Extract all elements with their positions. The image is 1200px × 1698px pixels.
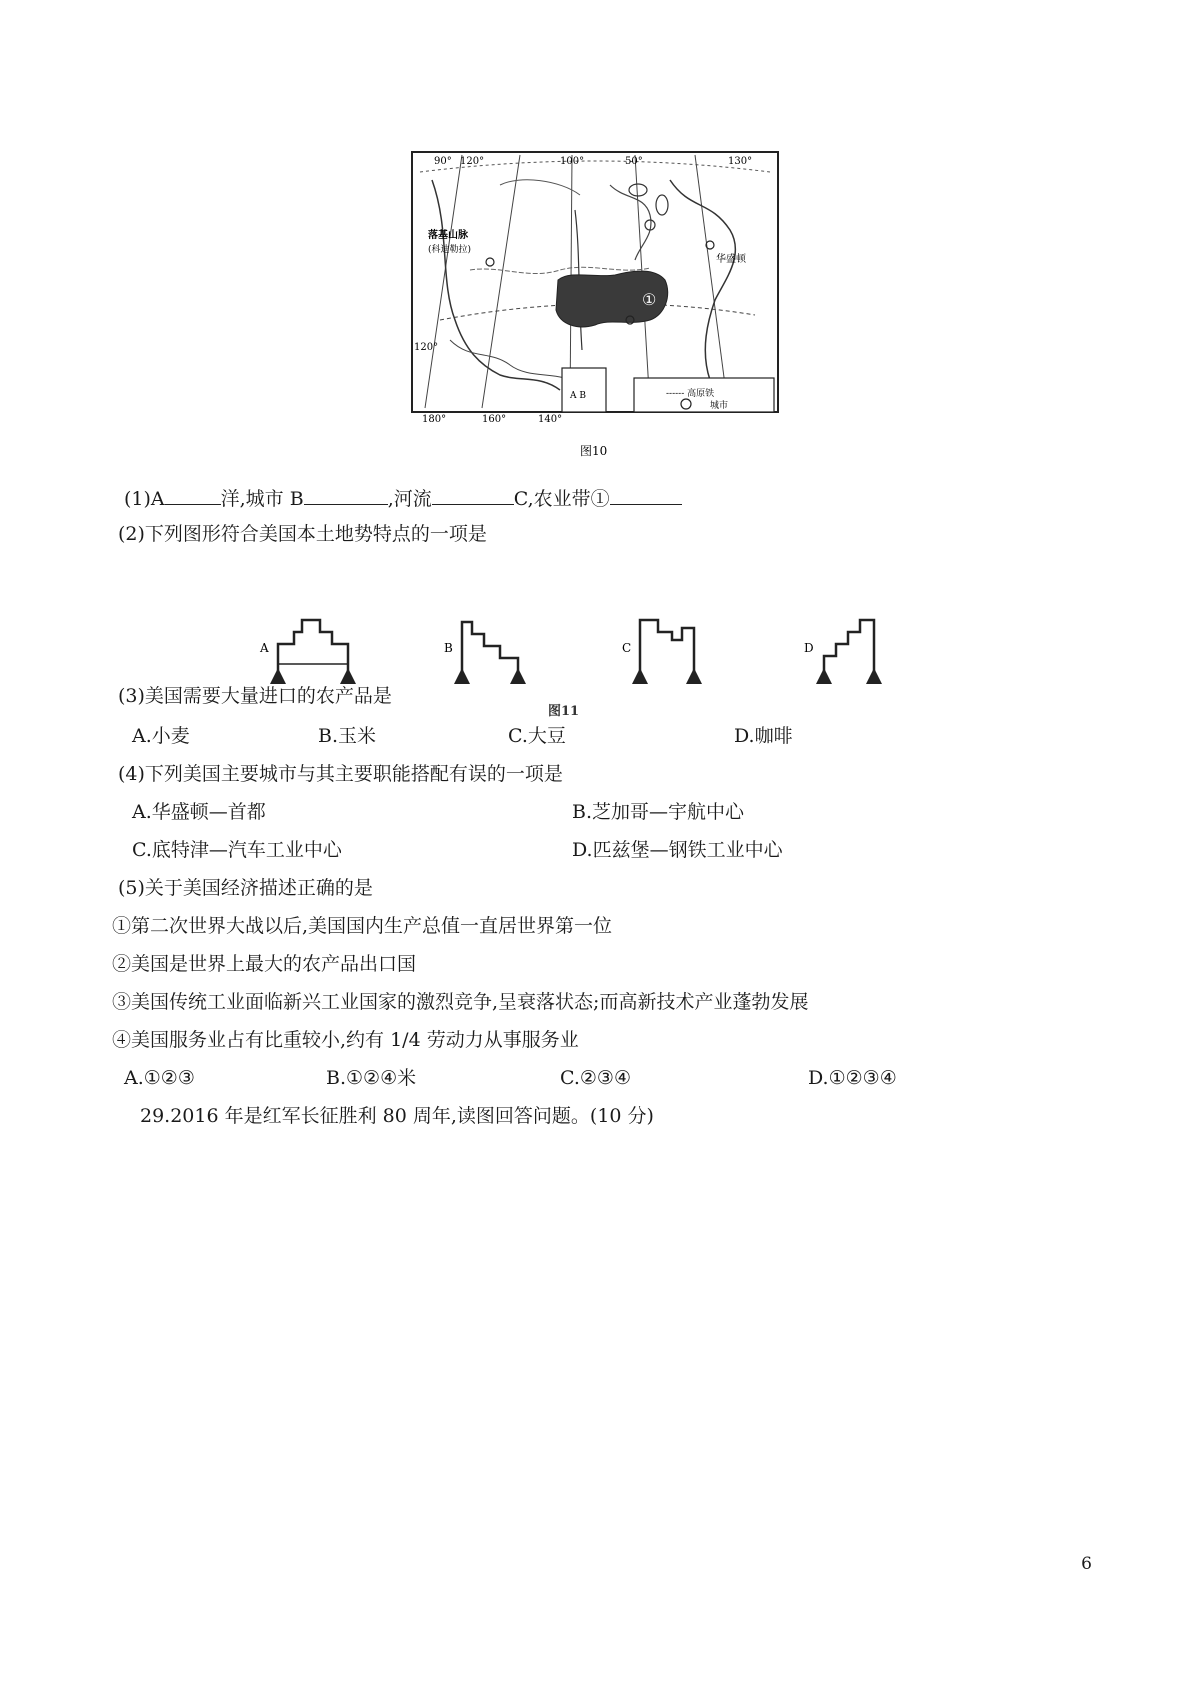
q4-option-b[interactable]: B.芝加哥—宇航中心: [572, 801, 745, 823]
map-lon-label: 120°: [460, 156, 485, 167]
q5-option-d[interactable]: D.①②③④: [808, 1067, 897, 1089]
figure11-caption: 图11: [548, 704, 580, 719]
q5-statement: ④美国服务业占有比重较小,约有 1/4 劳动力从事服务业: [112, 1029, 579, 1051]
q3-option-d[interactable]: D.咖啡: [734, 725, 793, 747]
terrain-option-d: [802, 612, 932, 696]
q1-blank-c[interactable]: [432, 486, 514, 505]
map-lat-label: 120°: [414, 342, 439, 353]
q4-option-c[interactable]: C.底特津—汽车工业中心: [132, 839, 342, 861]
q1-text-3: C,农业带①: [513, 488, 610, 510]
q1-blank-a[interactable]: [165, 486, 221, 505]
q1-blank-d[interactable]: [610, 486, 682, 505]
terrain-option-label: A: [260, 641, 269, 655]
q1-prefix: (1)A: [124, 488, 165, 510]
q5-statement: ③美国传统工业面临新兴工业国家的激烈竞争,呈衰落状态;而高新技术产业蓬勃发展: [112, 991, 809, 1013]
q5-statement: ②美国是世界上最大的农产品出口国: [112, 953, 417, 975]
q29-question: 29.2016 年是红军长征胜利 80 周年,读图回答问题。(10 分): [140, 1105, 654, 1127]
q3-option-a[interactable]: A.小麦: [132, 725, 190, 747]
map-city-label: 华盛顿: [716, 254, 746, 265]
q5-option-b[interactable]: B.①②④米: [326, 1067, 417, 1089]
map-lon-label: 50°: [625, 156, 643, 167]
map-lon-label: 180°: [422, 414, 447, 425]
map-lon-label: 90°: [434, 156, 452, 167]
q2-question: (2)下列图形符合美国本土地势特点的一项是: [118, 523, 487, 545]
map-lon-label: 160°: [482, 414, 507, 425]
usa-map-figure: [410, 150, 780, 462]
map-lon-label: 130°: [728, 156, 753, 167]
terrain-option-label: C: [622, 641, 632, 655]
map-mountain-label: 落基山脉: [428, 230, 468, 241]
terrain-option-label: B: [444, 641, 453, 655]
map-legend-text: ------ 高原铁: [666, 389, 715, 399]
figure10-caption: 图10: [580, 444, 608, 458]
terrain-option-label: D: [804, 641, 814, 655]
q1-text-1: 洋,城市 B: [220, 488, 304, 510]
map-legend-text: 城市: [710, 401, 729, 411]
q1-blank-b[interactable]: [304, 486, 388, 505]
q1-line: [124, 486, 682, 511]
map-lon-label: 140°: [538, 414, 563, 425]
map-mountain-sublabel: (科迪勒拉): [428, 245, 472, 255]
q4-question: (4)下列美国主要城市与其主要职能搭配有误的一项是: [118, 763, 563, 785]
q5-statement: ①第二次世界大战以后,美国国内生产总值一直居世界第一位: [112, 915, 613, 937]
q1-text-2: ,河流: [387, 488, 432, 510]
q5-option-a[interactable]: A.①②③: [124, 1067, 195, 1089]
page-number: 6: [1081, 1554, 1092, 1574]
q3-option-c[interactable]: C.大豆: [508, 725, 566, 747]
q4-option-a[interactable]: A.华盛顿—首都: [132, 801, 266, 823]
terrain-option-c: [620, 612, 750, 696]
map-inset-text: A B: [570, 391, 586, 401]
q3-option-b[interactable]: B.玉米: [318, 725, 377, 747]
terrain-option-b: [442, 612, 572, 696]
q3-question: (3)美国需要大量进口的农产品是: [118, 685, 392, 707]
map-zone-mark: ①: [642, 290, 657, 309]
q5-option-c[interactable]: C.②③④: [560, 1067, 631, 1089]
q5-question: (5)关于美国经济描述正确的是: [118, 877, 373, 899]
map-lon-label: 100°: [560, 156, 585, 167]
q4-option-d[interactable]: D.匹兹堡—钢铁工业中心: [572, 839, 783, 861]
